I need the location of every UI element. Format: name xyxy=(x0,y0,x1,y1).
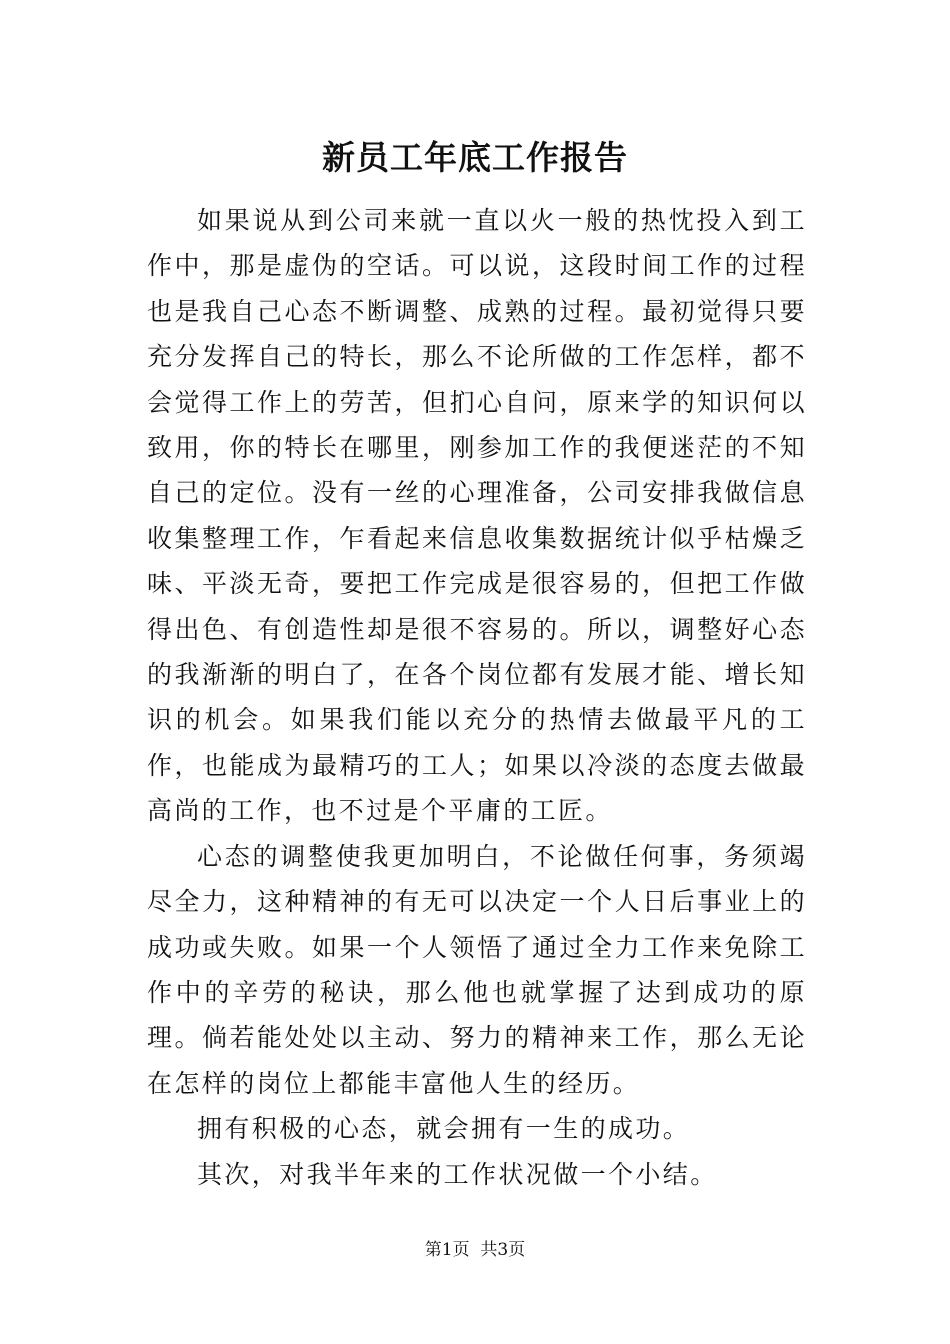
page-number: 第1页 xyxy=(424,1240,470,1260)
paragraph-1: 如果说从到公司来就一直以火一般的热忱投入到工作中，那是虚伪的空话。可以说，这段时间工作的过程也是我自己心态不断调整、成熟的过程。最初觉得只要充分发挥自己的特长，那么不论所做的工作怎样，都不会觉得工作上的劳苦，但扪心自问，原来学的知识何以致用，你的特长在哪里，刚参加工作的我便迷茫的不知自己的定位。没有一丝的心理准备，公司安排我做信息收集整理工作，乍看起来信息收集数据统计似乎枯燥乏味、平淡无奇，要把工作完成是很容易的，但把工作做得出色、有创造性却是很不容易的。所以，调整好心态的我渐渐的明白了，在各个岗位都有发展才能、增长知识的机会。如果我们能以充分的热情去做最平凡的工作，也能成为最精巧的工人；如果以冷淡的态度去做最高尚的工作，也不过是个平庸的工匠。 xyxy=(147,206,807,826)
document-title: 新员工年底工作报告 xyxy=(322,138,628,177)
paragraph-3: 拥有积极的心态，就会拥有一生的成功。 xyxy=(197,1114,691,1144)
page-total: 共3页 xyxy=(480,1240,526,1260)
paragraph-2: 心态的调整使我更加明白，不论做任何事，务须竭尽全力，这种精神的有无可以决定一个人日后事业上的成功或失败。如果一个人领悟了通过全力工作来免除工作中的辛劳的秘诀，那么他也就掌握了达到成功的原理。倘若能处处以主动、努力的精神来工作，那么无论在怎样的岗位上都能丰富他人生的经历。 xyxy=(147,841,807,1098)
document-body xyxy=(147,198,807,1197)
paragraph-4: 其次，对我半年来的工作状况做一个小结。 xyxy=(197,1159,718,1189)
page-footer xyxy=(0,1238,950,1262)
